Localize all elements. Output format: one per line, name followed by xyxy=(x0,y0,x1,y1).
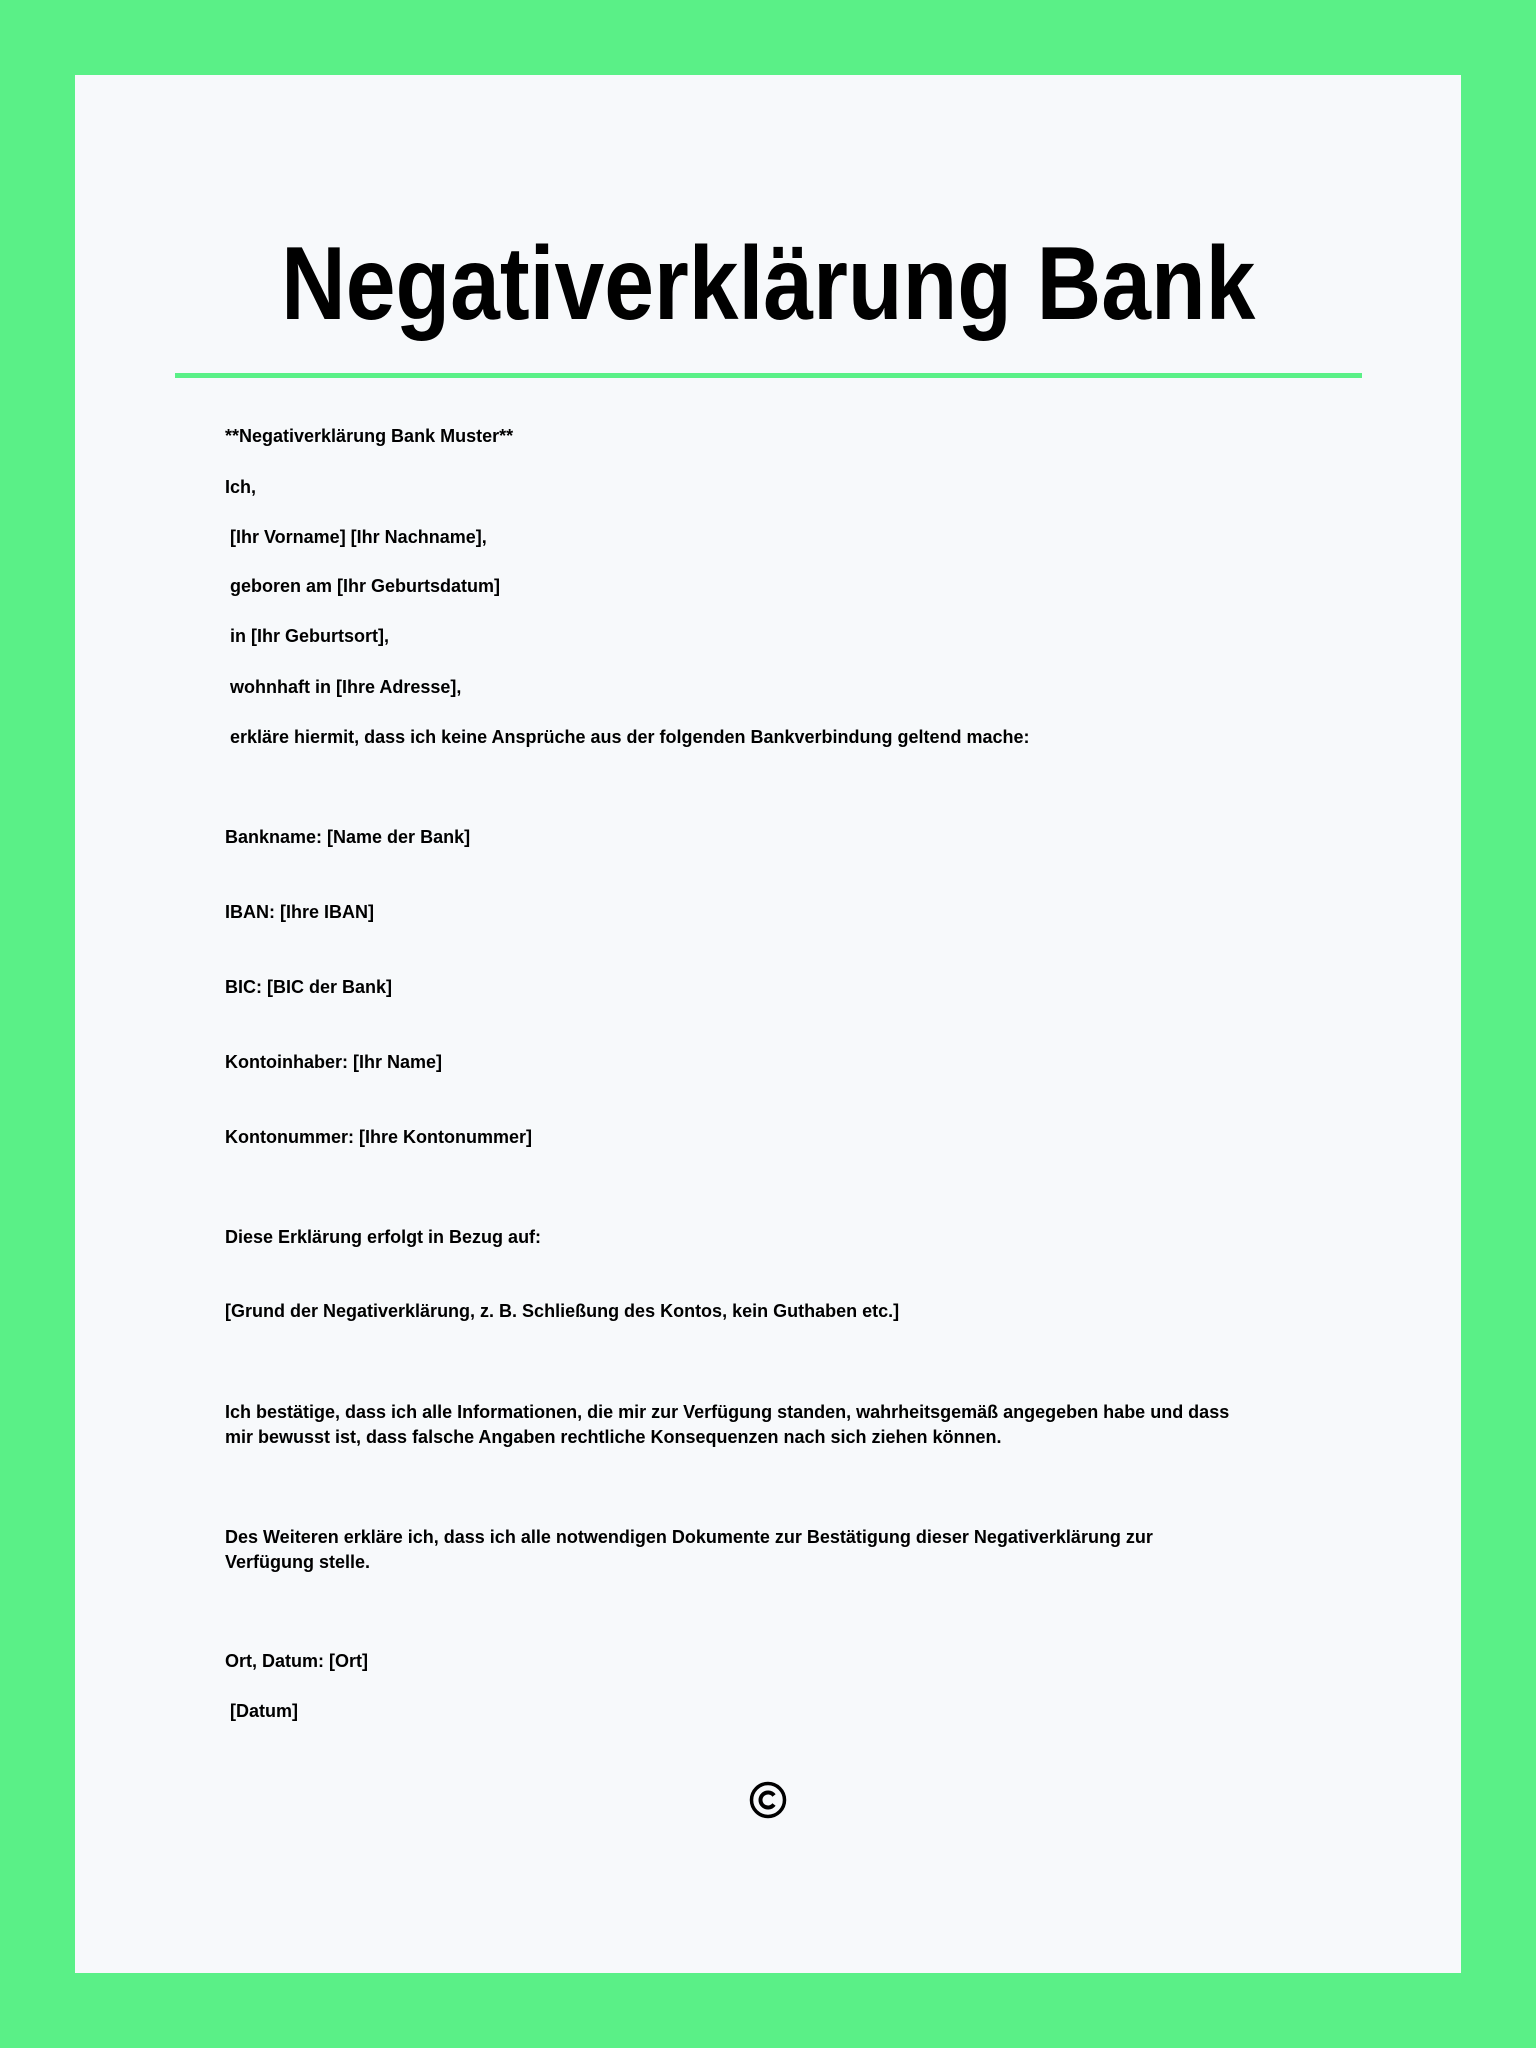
confirmation-line: Ich bestätige, dass ich alle Informationen, die mir zur Verfügung standen, wahrheitsgemäß angegeben habe und dass xyxy=(225,1402,1230,1422)
intro-line: Ich, xyxy=(225,477,257,497)
document-heading: **Negativerklärung Bank Muster** xyxy=(225,426,514,446)
bank-field-bankname: Bankname: [Name der Bank] xyxy=(225,827,471,847)
date: [Datum] xyxy=(225,1701,298,1721)
bank-field-account-holder: Kontoinhaber: [Ihr Name] xyxy=(225,1052,443,1072)
confirmation-line: mir bewusst ist, dass falsche Angaben rechtliche Konsequenzen nach sich ziehen können. xyxy=(225,1427,1002,1447)
place-date: Ort, Datum: [Ort] xyxy=(225,1651,368,1671)
document-page xyxy=(75,75,1461,1973)
documents-line: Des Weiteren erkläre ich, dass ich alle notwendigen Dokumente zur Bestätigung dieser Negativerklärung zur xyxy=(225,1527,1153,1547)
reference-intro: Diese Erklärung erfolgt in Bezug auf: xyxy=(225,1227,542,1247)
bank-field-iban: IBAN: [Ihre IBAN] xyxy=(225,902,374,922)
intro-line: erkläre hiermit, dass ich keine Ansprüche aus der folgenden Bankverbindung geltend mache: xyxy=(225,727,1030,747)
reference-reason: [Grund der Negativerklärung, z. B. Schließung des Kontos, kein Guthaben etc.] xyxy=(225,1301,900,1321)
intro-line: in [Ihr Geburtsort], xyxy=(225,626,389,646)
intro-line: [Ihr Vorname] [Ihr Nachname], xyxy=(225,527,487,547)
intro-line: wohnhaft in [Ihre Adresse], xyxy=(225,677,462,697)
documents-line: Verfügung stelle. xyxy=(225,1552,371,1572)
bank-field-account-number: Kontonummer: [Ihre Kontonummer] xyxy=(225,1127,532,1147)
copyright-icon xyxy=(749,1781,787,1819)
intro-line: geboren am [Ihr Geburtsdatum] xyxy=(225,576,501,596)
bank-field-bic: BIC: [BIC der Bank] xyxy=(225,977,393,997)
title-divider xyxy=(175,373,1362,378)
document-title: Negativerklärung Bank xyxy=(281,226,1256,342)
